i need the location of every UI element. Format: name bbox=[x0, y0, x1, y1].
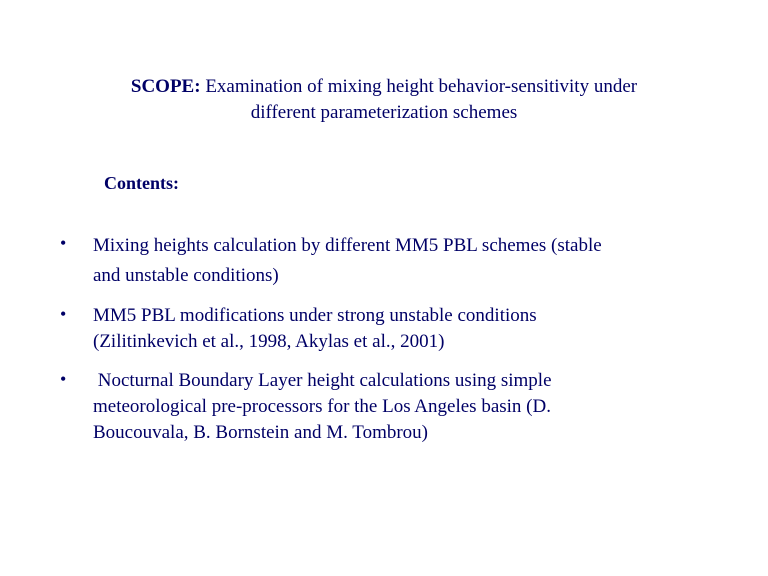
bullet-icon: • bbox=[60, 369, 67, 389]
scope-line-1 bbox=[0, 74, 768, 100]
list-item-line: Nocturnal Boundary Layer height calculations using simple bbox=[93, 370, 552, 391]
list-item-text bbox=[93, 303, 693, 355]
scope-statement bbox=[0, 74, 768, 126]
list-item-line: Mixing heights calculation by different MM5 PBL schemes (stable bbox=[93, 235, 602, 256]
list-item-text bbox=[93, 231, 693, 291]
scope-text-line-2: different parameterization schemes bbox=[250, 102, 518, 123]
list-item-line: (Zilitinkevich et al., 1998, Akylas et al., 2001) bbox=[93, 331, 445, 352]
scope-label: SCOPE: bbox=[130, 76, 201, 97]
contents-heading: Contents: bbox=[104, 173, 179, 193]
list-item-line: Boucouvala, B. Bornstein and M. Tombrou) bbox=[93, 422, 429, 443]
list-item-line: MM5 PBL modifications under strong unstable conditions bbox=[93, 305, 537, 326]
list-item-text bbox=[93, 368, 693, 446]
bullet-icon: • bbox=[60, 304, 67, 324]
scope-text-line-1: Examination of mixing height behavior-sensitivity under bbox=[200, 76, 638, 97]
bullet-icon: • bbox=[60, 233, 67, 253]
list-item-line: meteorological pre-processors for the Los Angeles basin (D. bbox=[93, 396, 551, 417]
list-item-line: and unstable conditions) bbox=[93, 265, 279, 286]
